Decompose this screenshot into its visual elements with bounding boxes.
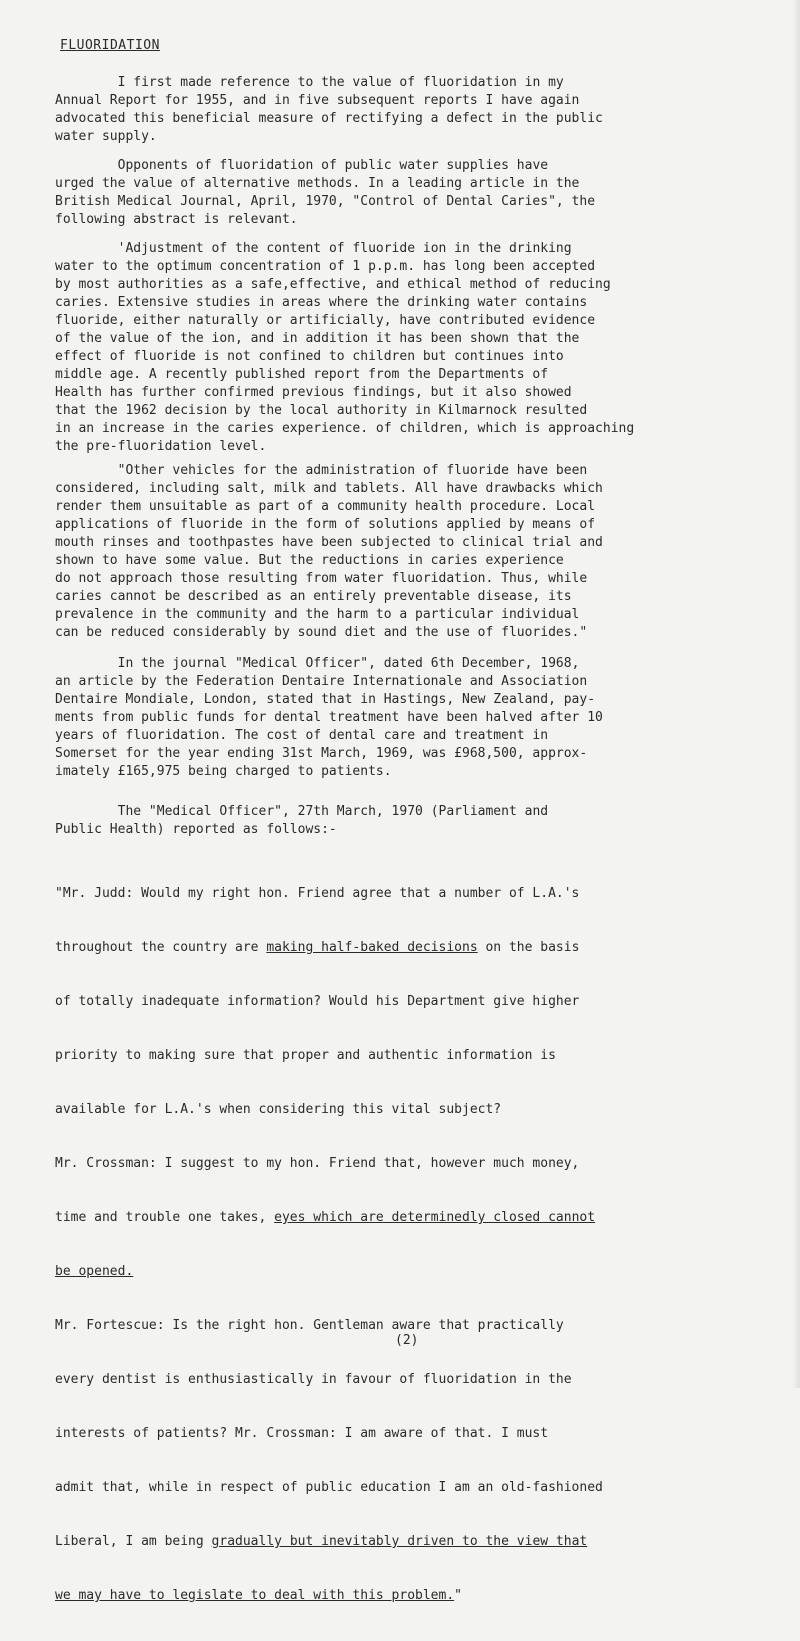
quote-line: Mr. Crossman: I suggest to my hon. Friend that, however much money,	[55, 1156, 580, 1171]
quote-line: every dentist is enthusiastically in favour of fluoridation in the	[55, 1372, 572, 1387]
quote-line	[55, 1263, 770, 1281]
paragraph-1: I first made reference to the value of fluoridation in my Annual Report for 1955, and in five subsequent reports I have again advocated this beneficial measure of rectifying a defect in the public water supply.	[55, 75, 603, 144]
scan-edge-shadow	[792, 0, 800, 1388]
quote-line: "Mr. Judd: Would my right hon. Friend agree that a number of L.A.'s	[55, 886, 580, 901]
quote-line: admit that, while in respect of public education I am an old-fashioned	[55, 1480, 603, 1495]
paragraph-4: "Other vehicles for the administration of fluoride have been considered, including salt, milk and tablets. All have drawbacks which render them unsuitable as part of a community health procedure. Local applications of fluoride in the form of solutions applied by means of mouth rinses and toothpastes have been subjected to clinical trial and shown to have some value. But the reductions in caries experience do not approach those resulting from water fluoridation. Thus, while caries cannot be described as an entirely preventable disease, its prevalence in the community and the harm to a particular individual can be reduced considerably by sound diet and the use of fluorides."	[55, 463, 603, 640]
paragraph-2: Opponents of fluoridation of public water supplies have urged the value of alternative methods. In a leading article in the British Medical Journal, April, 1970, "Control of Dental Caries", the following abstract is relevant.	[55, 158, 596, 227]
page-number: (2)	[395, 1333, 419, 1348]
quote-line: of totally inadequate information? Would his Department give higher	[55, 994, 580, 1009]
underlined-phrase: eyes which are determinedly closed cannot	[274, 1210, 596, 1225]
quote-line: priority to making sure that proper and authentic information is	[55, 1048, 556, 1063]
parliament-quote	[55, 849, 770, 1641]
quote-line: time and trouble one takes, eyes which are determinedly closed cannot	[55, 1210, 596, 1225]
quote-line: interests of patients? Mr. Crossman: I am aware of that. I must	[55, 1426, 549, 1441]
paragraph-6: The "Medical Officer", 27th March, 1970 (Parliament and Public Health) reported as follows:-	[55, 804, 549, 837]
quote-line: we may have to legislate to deal with this problem."	[55, 1588, 462, 1603]
underlined-phrase: be opened.	[55, 1264, 134, 1279]
underlined-phrase: gradually but inevitably driven to the view that	[211, 1534, 588, 1549]
page-heading: FLUORIDATION	[60, 38, 160, 53]
underlined-phrase: we may have to legislate to deal with this problem.	[55, 1588, 455, 1603]
quote-line: available for L.A.'s when considering this vital subject?	[55, 1102, 502, 1117]
underlined-phrase: making half-baked decisions	[266, 940, 478, 955]
quote-line: Mr. Fortescue: Is the right hon. Gentleman aware that practically	[55, 1318, 564, 1333]
quote-line: throughout the country are making half-baked decisions on the basis	[55, 940, 580, 955]
paragraph-5: In the journal "Medical Officer", dated 6th December, 1968, an article by the Federation Dentaire Internationale and Association Dentaire Mondiale, London, stated that in Hastings, New Zealand, pay- ments from public funds for dental treatment have been halved after 10 years of fluoridation. The cost of dental care and treatment in Somerset for the year ending 31st March, 1969, was £968,500, approx- imately £165,975 being charged to patients.	[55, 656, 603, 779]
paragraph-3: 'Adjustment of the content of fluoride ion in the drinking water to the optimum concentration of 1 p.p.m. has long been accepted by most authorities as a safe,effective, and ethical method of reducing caries. Extensive studies in areas where the drinking water contains fluoride, either naturally or artificially, have contributed evidence of the value of the ion, and in addition it has been shown that the effect of fluoride is not confined to children but continues into middle age. A recently published report from the Departments of Health has further confirmed previous findings, but it also showed that the 1962 decision by the local authority in Kilmarnock resulted in an increase in the caries experience. of children, which is approaching the pre-fluoridation level.	[55, 241, 635, 454]
quote-line: Liberal, I am being gradually but inevitably driven to the view that	[55, 1534, 588, 1549]
